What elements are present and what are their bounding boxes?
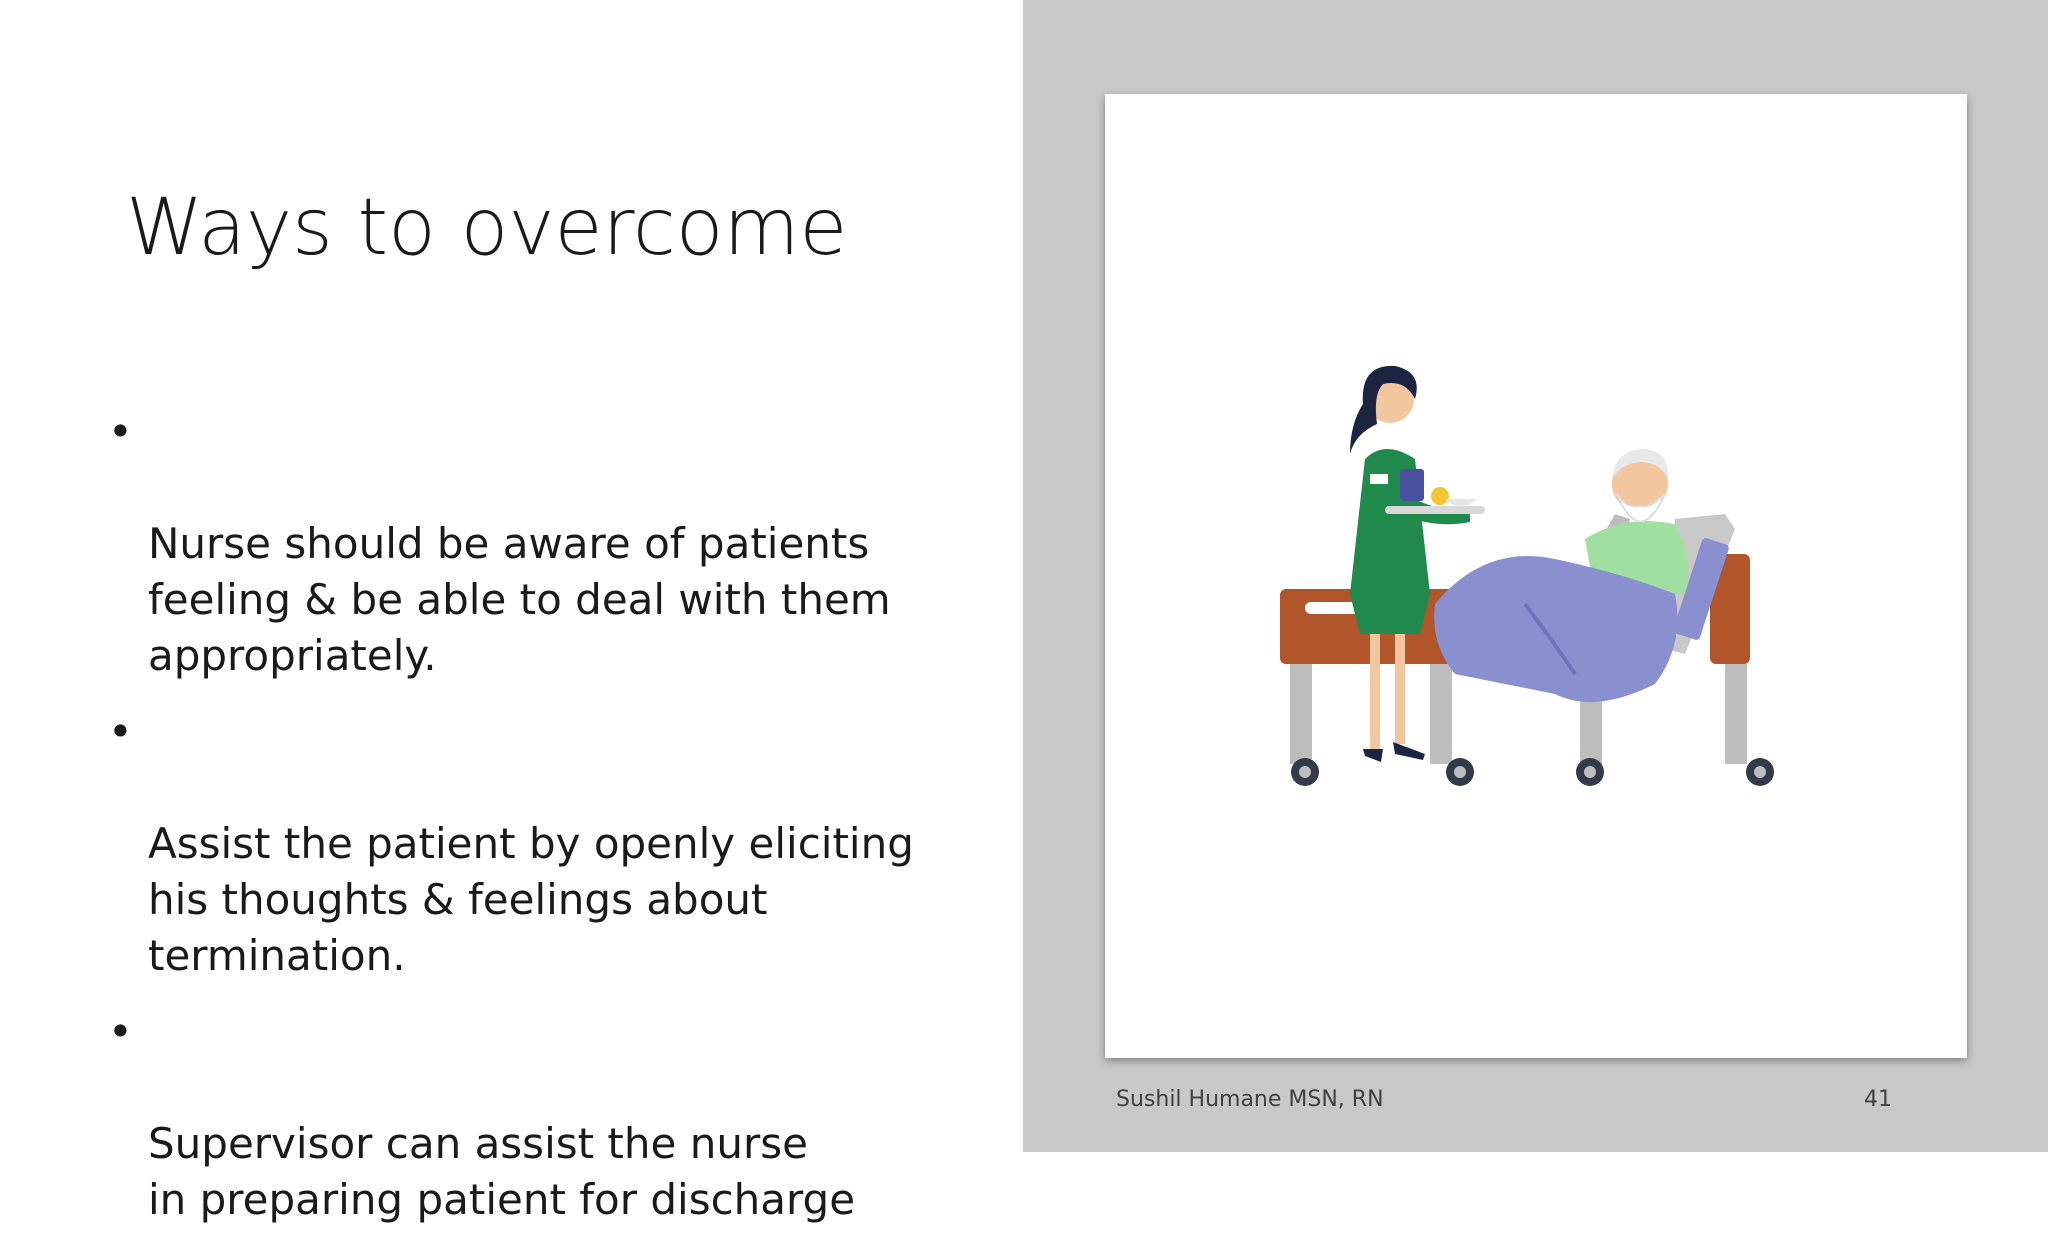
bullet-marker: •	[108, 407, 133, 456]
nurse-leg	[1370, 634, 1380, 749]
slide-left-panel	[0, 0, 1023, 1224]
nurse-leg	[1395, 634, 1405, 744]
tray-fruit	[1431, 487, 1449, 505]
bullet-list	[108, 404, 988, 1248]
bullet-marker: •	[108, 707, 133, 756]
nurse-shoe	[1393, 742, 1425, 760]
bed-leg	[1430, 664, 1452, 764]
bed-wheel	[1584, 766, 1596, 778]
nurse-name-badge	[1370, 474, 1388, 484]
bullet-marker: •	[108, 1007, 133, 1056]
nurse-patient-illustration	[1255, 344, 1815, 814]
slide-title: Ways to overcome	[126, 183, 848, 273]
bed-wheel	[1454, 766, 1466, 778]
bullet-text: Nurse should be aware of patients feeling & be able to deal with them appropriately.	[148, 519, 891, 680]
tray-bowl	[1445, 499, 1477, 507]
bed-leg	[1290, 664, 1312, 764]
nurse-tray	[1385, 506, 1485, 514]
nurse-shoe	[1363, 749, 1383, 762]
bed-wheel	[1754, 766, 1766, 778]
footer-author: Sushil Humane MSN, RN	[1116, 1087, 1384, 1112]
bullet-text: Assist the patient by openly eliciting his thoughts & feelings about termination.	[148, 819, 914, 980]
bullet-item-1	[108, 404, 988, 684]
bullet-item-3	[108, 1004, 988, 1228]
bed-leg	[1725, 664, 1747, 764]
footer-page-number: 41	[1864, 1087, 1892, 1112]
bed-wheel	[1299, 766, 1311, 778]
nurse-clipboard	[1400, 469, 1424, 501]
bullet-item-2	[108, 704, 988, 984]
illustration-card	[1105, 94, 1967, 1058]
bullet-text: Supervisor can assist the nurse in preparing patient for discharge	[148, 1119, 856, 1224]
